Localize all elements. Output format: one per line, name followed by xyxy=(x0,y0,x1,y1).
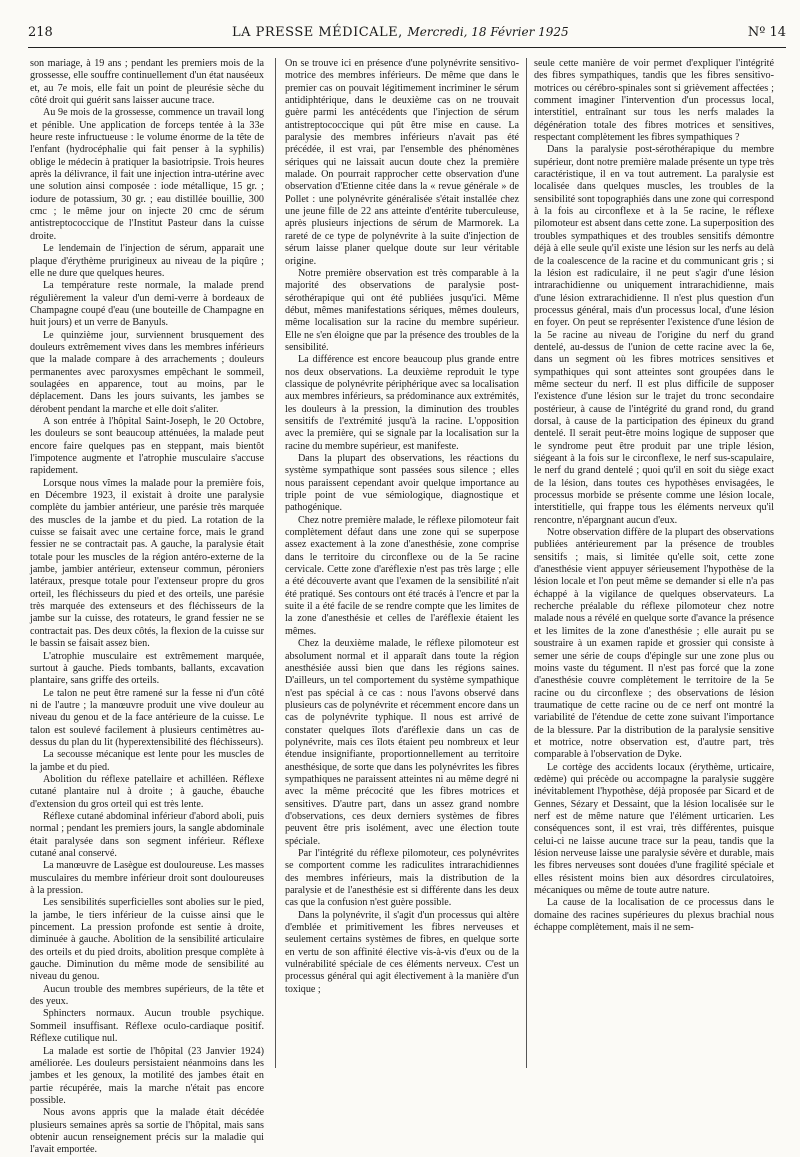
paragraph: Au 9e mois de la grossesse, commence un travail long et pénible. Une application de forceps tentée à la 33e heure reste infructueuse : le volume énorme de la tête de l'enfant (hydrocéphalie qui fait penser à la syphilis) oblige le médecin à pratiquer la basiotripsie. Trois heures après la délivrance, il fait une injection intra-utérine avec une solution ainsi composée : iode métallique, 15 gr. ; iodure de potassium, 30 gr. ; eau distillée bouillie, 300 cmc ; le même jour on injecte 20 cmc de sérum antistreptococcique de l'Institut Pasteur dans la cuisse droite. xyxy=(30,107,264,242)
paragraph: Nous avons appris que la malade était décédée plusieurs semaines après sa sortie de l'hôpital, mais sans obtenir aucun renseignement précis sur la maladie qui l'avait emportée. xyxy=(30,1107,264,1156)
paragraph: Notre première observation est très comparable à la majorité des observations de paralysie post-sérothérapique qui ont été publiées jusqu'ici. Même début, mêmes manifestations sériques, mêmes douleurs, même localisation sur la racine du membre supérieur. Elle ne s'en éloigne que par la présence des troubles de la sensibilité. xyxy=(285,267,519,353)
column-divider xyxy=(275,58,276,1068)
paragraph: Chez la deuxième malade, le réflexe pilomoteur est absolument normal et il apparaît dans toute la région anesthésiée aussi bien que dans les régions saines. D'ailleurs, un tel comportement du système sympathique n'est pas spécial à ce cas : nous l'avons observé dans plusieurs cas de polynévrite et récemment encore dans un cas de polynévrite typhique. Il nous est arrivé de constater quelques îlots d'aréflexie dans un cas de polynévrite, mais ces îlots étaient peu nombreux et leur étendue insignifiante, proportionnellement au territoire anesthésique, de sorte que dans les polynévrites les fibres sympathiques ne paraissent atteintes ni au même degré ni avec la même précocité que les fibres motrices et sensitives. D'autre part, dans un assez grand nombre d'observations, ces deux derniers systèmes de fibres peuvent être pris isolément, avec une élection toute spéciale. xyxy=(285,638,519,847)
paragraph: Le lendemain de l'injection de sérum, apparait une plaque d'érythème prurigineux au niveau de la piqûre ; elle ne dure que quelques heures. xyxy=(30,243,264,279)
paragraph: La malade est sortie de l'hôpital (23 Janvier 1924) améliorée. Les douleurs persistaient néanmoins dans les jambes et les genoux, la motilité des jambes était en partie récupérée, mais la marche n'était pas encore possible. xyxy=(30,1045,264,1106)
paragraph: Lorsque nous vîmes la malade pour la première fois, en Décembre 1923, il existait à droite une paralysie complète du jambier antérieur, une parésie très marquée des muscles de la jambe et du pied. La rotation de la cuisse se faisait avec une certaine force, mais le grand fessier ne se contractait pas. A gauche, la paralysie était totale pour les muscles de la région antéro-externe de la jambe, jambier antérieur, extenseur commun, péroniers latéraux, presque totale pour l'extenseur propre du gros orteil, les fléchisseurs du pied et des orteils, une parésie très marquée des extenseurs et des fléchisseurs de la jambe sur la cuisse, des rotateurs, le grand fessier ne se contractait pas. Des deux côtés, la flexion de la cuisse sur le bassin se faisait assez bien. xyxy=(30,477,264,650)
paragraph: son mariage, à 19 ans ; pendant les premiers mois de la grossesse, elle souffre continuellement d'un état nauséeux et, au 7e mois, elle fait un point de pleurésie sèche du côté droit qui guérit sans laisser aucune trace. xyxy=(30,58,264,107)
issue-date: Mercredi, 18 Février 1925 xyxy=(407,25,569,39)
paragraph: Chez notre première malade, le réflexe pilomoteur fait complètement défaut dans une zone qui se superpose assez exactement à la zone d'anesthésie, zone comprise dans le territoire du circonflexe ou de la 5e racine cervicale. Cette zone d'aréflexie n'est pas très large ; elle a été découverte avant que l'examen de la sensibilité n'ait été pratiqué. Ses contours ont été tracés à l'encre et par la suite il a été facile de se rendre compte que les limites de la zone d'anesthésie et celles de l'aréflexie étaient les mêmes. xyxy=(285,514,519,637)
paragraph: A son entrée à l'hôpital Saint-Joseph, le 20 Octobre, les douleurs se sont beaucoup atténuées, la malade peut encore faire quelques pas en steppant, mais bientôt l'impotence augmente et l'atrophie musculaire s'accuse rapidement. xyxy=(30,415,264,477)
page-header xyxy=(28,22,786,48)
paragraph: Le cortège des accidents locaux (érythème, urticaire, œdème) qui précède ou accompagne la paralysie suggère inévitablement l'hypothèse, déjà proposée par Sicard et de Gennes, Sézary et Dessaint, que la lésion localisée sur le nerf est de même nature que l'élément urticarien. Les conséquences sont, il est vrai, très différentes, puisque celui-ci ne laisse aucune trace sur la peau, tandis que la lésion nerveuse laisse une paralysie sévère et durable, mais les fibres nerveuses sont douées d'une fragilité spéciale et elles résistent moins bien aux désordres circulatoires, mécaniques ou même de toute autre nature. xyxy=(534,761,774,897)
paragraph: Notre observation diffère de la plupart des observations publiées antérieurement par la présence de troubles sensitifs ; mais, si limitée qu'elle soit, cette zone d'anesthésie vient appuyer sérieusement l'hypothèse de la lésion locale et l'on peut même se demander si elle n'a pas échappé à la vigilance de quelques observateurs. La recherche préalable du réflexe pilomoteur chez notre malade nous a révélé en quelque sorte d'avance la présence et les limites de la zone d'anesthésie ; elle aurait pu se soustraire à un examen rapide et grossier qui consiste à semer une série de coups d'épingle sur une zone plus ou moins vaste du tégument. Il n'est pas forcé que la zone d'anesthésie couvre complètement le territoire de la 5e racine ou du circonflexe ; des observations de lésion traumatique de cette racine ou de ce nerf ont montré la variabilité de l'étendue de cette zone suivant l'importance de la blessure. Par la distribution de la paralysie sensitive et motrice, notre observation est, d'autre part, très comparable à l'observation de Dyke. xyxy=(534,527,774,761)
paragraph: Les sensibilités superficielles sont abolies sur le pied, la jambe, le tiers inférieur de la cuisse ainsi que le pincement. La pression profonde est sentie à droite, diminuée à gauche. Abolition de la sensibilité articulaire des orteils et du pied droits, abolition presque complète à gauche. Diminution du même mode de sensibilité au niveau du genou. xyxy=(30,897,264,983)
paragraph: Sphincters normaux. Aucun trouble psychique. Sommeil insuffisant. Réflexe oculo-cardiaque positif. Réflexe cutilique nul. xyxy=(30,1008,264,1045)
paragraph: Dans la polynévrite, il s'agit d'un processus qui altère d'emblée et primitivement les fibres nerveuses et seulement certains systèmes de fibres, en quelque sorte en vertu de son affinité élective vis-à-vis d'eux ou de la vulnérabilité spéciale de ces éléments nerveux. C'est un processus général qui agit électivement à la manière d'un toxique ; xyxy=(285,909,519,995)
paragraph: On se trouve ici en présence d'une polynévrite sensitivo-motrice des membres inférieurs. De même que dans le premier cas on pouvait légitimement incriminer le sérum antidiphtérique, dans le deuxième cas on ne trouvait guère parmi les antécédents que l'injection de sérum antistreptococcique qui pût être mise en cause. La paralysie des membres inférieurs n'avait pas été précédée, il est vrai, par l'ensemble des phénomènes sériques qui ne laissait aucun doute chez la première malade. On pourrait rapprocher cette observation d'une observation d'Etienne citée dans la « revue générale » de Pollet : une polynévrite généralisée s'était installée chez une jeune fille de 22 ans atteinte d'entérite tuberculeuse, après plusieurs injections de sérum de Marmorek. La rareté de ce type de polynévrite à la suite d'injection de sérum laisse planer quelque doute sur leur véritable origine. xyxy=(285,58,519,267)
paragraph: La manœuvre de Lasègue est douloureuse. Les masses musculaires du membre inférieur droit sont douloureuses à la pression. xyxy=(30,860,264,897)
paragraph: La cause de la localisation de ce processus dans le domaine des racines supérieures du plexus brachial nous échappe complètement, mais il ne sem- xyxy=(534,897,774,934)
journal-name: LA PRESSE MÉDICALE, xyxy=(231,25,403,40)
column-divider xyxy=(526,58,527,1068)
paragraph: Dans la paralysie post-sérothérapique du membre supérieur, dont notre première malade présente un type très caractéristique, il en va tout autrement. La paralysie est localisée dans quelques muscles, les troubles de la sensibilité sont topographiés dans une zone qui correspond à la fois au circonflexe et à la 5e racine, le réflexe pilomoteur est absent dans cette zone. La superposition des troubles sympathiques et des troubles sensitifs démontre déjà à elle seule qu'il existe une lésion sur les nerfs au delà de la coalescence de la racine et du communicant gris ; si la lésion est radiculaire, il ne peut s'agir d'une lésion intrarachidienne ou uniquement intrarachidienne, mais d'une lésion extrarachidienne. Il n'est plus question d'un processus général, mais d'un processus local, d'une lésion en foyer. On peut se représenter l'existence d'une lésion de la 5e racine au niveau de l'origine du nerf du grand dentelé, au-dessus de l'union de cette racine avec la 6e, dans un segment où les fibres motrices sensitives et sympathiques qui sont atteintes sont groupées dans le même secteur du nerf. Il est plus difficile de supposer l'existence d'une lésion sur le trajet du tronc secondaire postérieur, à cause de l'intégrité du grand rond, du grand dorsal, à cause de la participation des épineux du grand dentelé. Il serait peut-être moins logique de supposer que le syndrome peut être produit par une triple lésion, siégeant à la fois sur le circonflexe, le nerf sus-scapulaire, le nerf du grand dentelé ; quoi qu'il en soit du siège exact de la lésion, dans toutes ces hypothèses envisagées, le processus morbide se présente comme une lésion locale, interstitielle, qui frappe tous les éléments nerveux qu'il rencontre, n'épargnant aucun d'eux. xyxy=(534,144,774,526)
paragraph: Dans la plupart des observations, les réactions du système sympathique sont passées sous silence ; elles nous paraissent cependant avoir quelque importance au triple point de vue sémiologique, diagnostique et pathogénique. xyxy=(285,453,519,514)
page-number: 218 xyxy=(28,25,53,40)
paragraph: L'atrophie musculaire est extrêmement marquée, surtout à gauche. Pieds tombants, ballants, excavation plantaire, sans griffe des orteils. xyxy=(30,650,264,687)
paragraph: Aucun trouble des membres supérieurs, de la tête et des yeux. xyxy=(30,983,264,1008)
paragraph: Réflexe cutané abdominal inférieur d'abord aboli, puis normal ; pendant les premiers jours, la sangle abdominale était paralysée dans son segment inférieur. Réflexe cutané anal conservé. xyxy=(30,810,264,859)
paragraph: La température reste normale, la malade prend régulièrement la valeur d'un demi-verre à bordeaux de Champagne coupé d'eau (une bouteille de Champagne en huit jours) et un verre de Banyuls. xyxy=(30,280,264,329)
paragraph: La secousse mécanique est lente pour les muscles de la jambe et du pied. xyxy=(30,749,264,773)
paragraph: Le talon ne peut être ramené sur la fesse ni d'un côté ni de l'autre ; la manœuvre produit une vive douleur au niveau du genou et de la face antérieure de la cuisse. Le talon est soulevé facilement à plusieurs centimètres au-dessus du plan du lit (hyperextensibilité des fléchisseurs). xyxy=(30,687,264,748)
issue-number: Nº 14 xyxy=(747,25,786,40)
text-column-2 xyxy=(285,58,519,1068)
paragraph: Le quinzième jour, surviennent brusquement des douleurs extrêmement vives dans les membres inférieurs que la malade compare à des arrachements ; douleurs permanentes avec paroxysmes empêchant le sommeil, soulagées en apparence, tout au moins, par le déplacement. Dans les jours suivants, les jambes se dérobent pendant la marche et elle doit s'aliter. xyxy=(30,329,264,415)
paragraph: seule cette manière de voir permet d'expliquer l'intégrité des fibres sympathiques, tandis que les fibres sensitivo-motrices ou cérébro-spinales sont si grièvement affectées ; comment imaginer l'intervention d'un processus local, interstitiel, entraînant sur tous les nerfs malades la dégénération totale des fibres motrices et sensitives, respectant complètement les fibres sympathiques ? xyxy=(534,58,774,144)
running-title xyxy=(232,25,569,40)
text-column-1 xyxy=(30,58,264,1156)
text-column-3 xyxy=(534,58,774,1068)
paragraph: Abolition du réflexe patellaire et achilléen. Réflexe cutané plantaire nul à droite ; à gauche, ébauche d'extension du gros orteil qui est très lente. xyxy=(30,773,264,810)
paragraph: La différence est encore beaucoup plus grande entre nos deux observations. La deuxième reproduit le type classique de polynévrite périphérique avec sa localisation aux membres inférieurs, sa prédominance aux extrémités, les douleurs à la pression, la diminution des troubles sensitifs de l'extrémité jusqu'à la racine. L'opposition avec la première, qui se signale par la localisation sur la racine du membre supérieur, est manifeste. xyxy=(285,354,519,452)
paragraph: Par l'intégrité du réflexe pilomoteur, ces polynévrites se comportent comme les radiculites intrarachidiennes des membres inférieurs, mais la distribution de la paralysie et de l'anesthésie est si différente dans les deux cas que la confusion n'est guère possible. xyxy=(285,848,519,909)
